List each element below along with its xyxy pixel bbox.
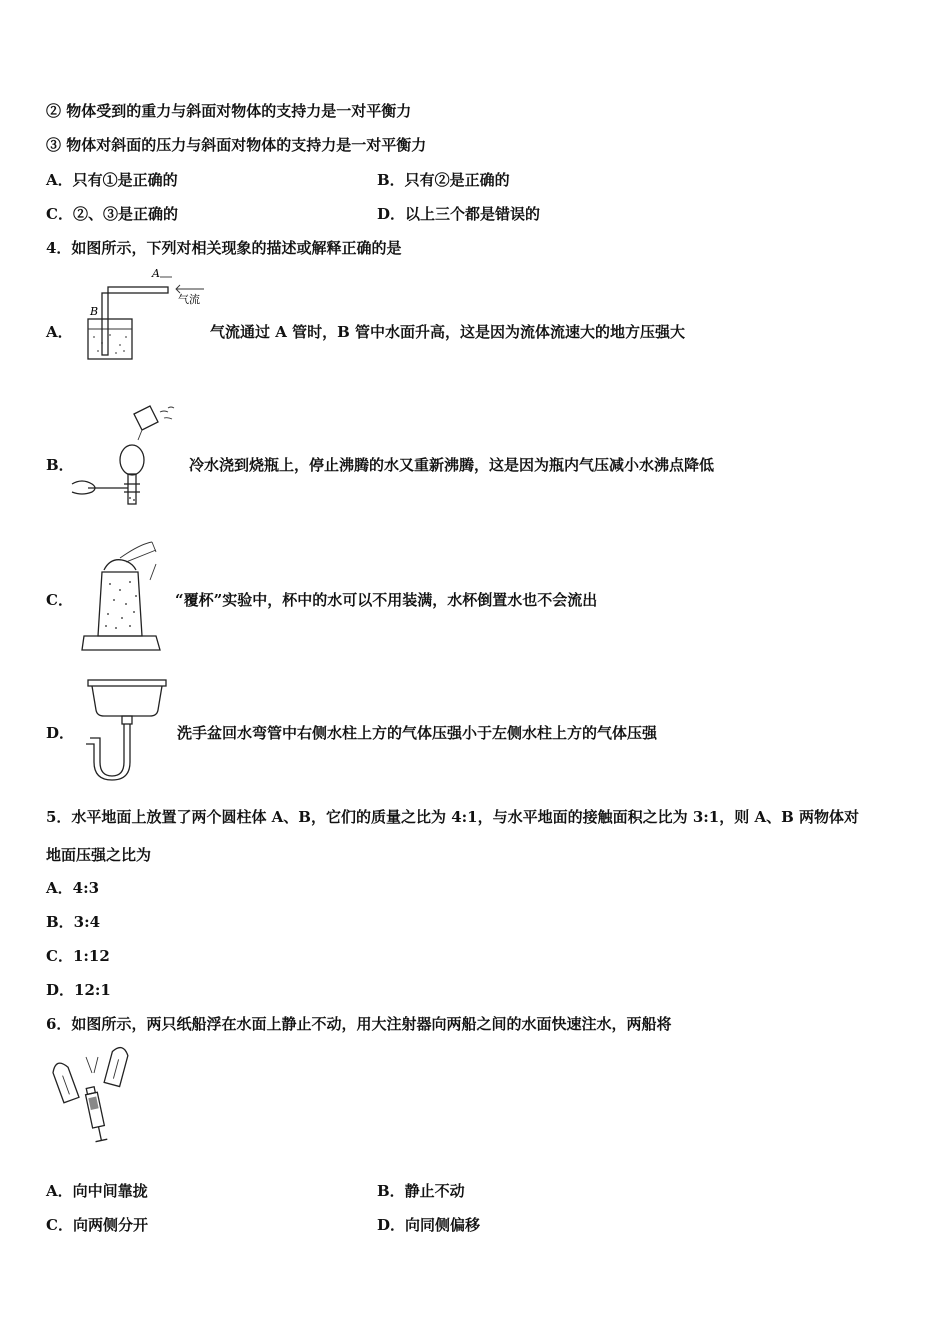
inverted-cup-figure bbox=[80, 540, 170, 655]
q6-option-b: B．静止不动 bbox=[377, 1182, 465, 1200]
q4-option-a-letter: A． bbox=[46, 323, 73, 341]
flask-cooling-figure bbox=[68, 400, 188, 510]
q4-option-b-text: 冷水浇到烧瓶上，停止沸腾的水又重新沸腾，这是因为瓶内气压减小水沸点降低 bbox=[189, 456, 715, 474]
q5-option-c: C．1:12 bbox=[46, 947, 110, 965]
q3-statement-2: ② 物体受到的重力与斜面对物体的支持力是一对平衡力 bbox=[46, 102, 412, 120]
q4-option-d-letter: D． bbox=[46, 724, 75, 742]
q3-statement-3: ③ 物体对斜面的压力与斜面对物体的支持力是一对平衡力 bbox=[46, 136, 427, 154]
fig-label-flow: 气流 bbox=[178, 293, 200, 306]
q3-option-c: C．②、③是正确的 bbox=[46, 205, 178, 223]
q4-stem: 4．如图所示，下列对相关现象的描述或解释正确的是 bbox=[46, 239, 402, 257]
q4-option-c-letter: C． bbox=[46, 591, 73, 609]
q6-option-c: C．向两侧分开 bbox=[46, 1216, 148, 1234]
q4-option-b-letter: B． bbox=[46, 456, 74, 474]
q5-option-b: B．3:4 bbox=[46, 913, 101, 931]
q3-option-b: B．只有②是正确的 bbox=[377, 171, 510, 189]
fig-label-a: A bbox=[152, 267, 160, 280]
q6-option-a: A．向中间靠拢 bbox=[46, 1182, 148, 1200]
q4-option-c-text: “覆杯”实验中，杯中的水可以不用装满，水杯倒置水也不会流出 bbox=[175, 591, 598, 609]
q5-option-a: A．4:3 bbox=[46, 879, 100, 897]
sink-trap-figure bbox=[82, 676, 172, 781]
fig-label-b: B bbox=[90, 305, 99, 318]
q6-option-d: D．向同侧偏移 bbox=[377, 1216, 481, 1234]
q3-option-d: D．以上三个都是错误的 bbox=[377, 205, 541, 223]
q5-stem-line-2: 地面压强之比为 bbox=[46, 846, 152, 864]
q5-stem-line-1: 5．水平地面上放置了两个圆柱体 A、B，它们的质量之比为 4:1，与水平地面的接触面积之比为 3:1，则 A、B 两物体对 bbox=[46, 808, 860, 826]
q3-option-a: A．只有①是正确的 bbox=[46, 171, 178, 189]
q4-option-d-text: 洗手盆回水弯管中右侧水柱上方的气体压强小于左侧水柱上方的气体压强 bbox=[177, 724, 658, 742]
paper-boats-syringe-figure bbox=[46, 1045, 146, 1150]
venturi-tube-figure bbox=[80, 265, 210, 365]
q4-option-a-text: 气流通过 A 管时，B 管中水面升高，这是因为流体流速大的地方压强大 bbox=[210, 323, 685, 341]
q6-stem: 6．如图所示，两只纸船浮在水面上静止不动，用大注射器向两船之间的水面快速注水，两船将 bbox=[46, 1015, 672, 1033]
q5-option-d: D．12:1 bbox=[46, 981, 111, 999]
